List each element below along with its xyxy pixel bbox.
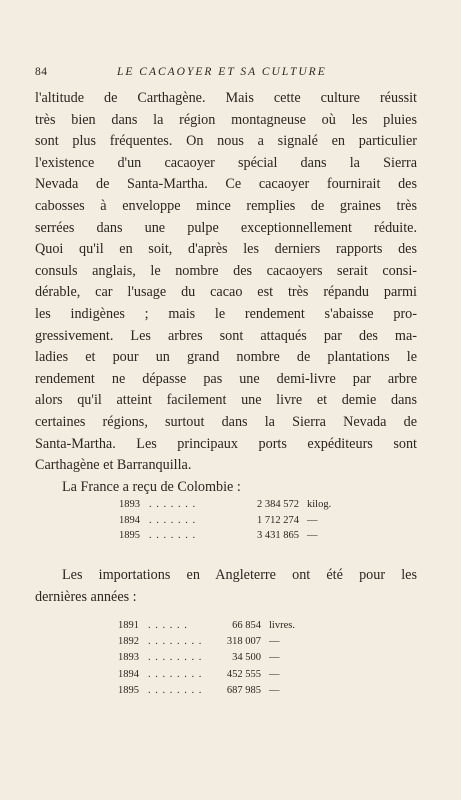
unit-cell: —	[269, 652, 280, 664]
value-cell: 318 007	[226, 636, 261, 648]
text-line: les indigènes ; mais le rendement s'abaisse pro-	[35, 305, 417, 322]
france-imports-table	[119, 497, 349, 544]
text-line: Carthagène et Barranquilla.	[35, 457, 192, 474]
leader-dots: . . . . . . . .	[148, 684, 203, 696]
text-line: l'altitude de Carthagène. Mais cette culture réussit	[35, 90, 417, 106]
paragraph-england	[35, 565, 417, 608]
value-cell: 3 431 865	[257, 530, 299, 541]
leader-dots: . . . . . .	[148, 620, 188, 631]
table-row	[119, 513, 349, 529]
leader-dots: . . . . . . .	[149, 499, 197, 510]
year-cell: 1895	[119, 530, 140, 541]
paragraph-colombia	[35, 88, 417, 498]
year-cell: 1893	[119, 499, 140, 510]
value-cell: 2 384 572	[257, 499, 299, 510]
unit-cell: —	[307, 514, 318, 526]
year-cell: 1895	[118, 684, 139, 696]
running-title: LE CACAOYER ET SA CULTURE	[117, 66, 327, 78]
year-cell: 1894	[119, 514, 140, 526]
text-line: certaines régions, surtout dans la Sierra Nevada de	[35, 413, 417, 430]
text-line: alors qu'il atteint facilement une livre et demie dans	[35, 392, 417, 409]
england-imports-table	[118, 618, 358, 699]
text-line: Quoi qu'il en soit, d'après les derniers rapports des	[35, 241, 417, 258]
text-line: Nevada de Santa-Martha. Ce cacaoyer fournirait des	[35, 176, 417, 193]
table-row	[118, 683, 358, 699]
leader-dots: . . . . . . .	[149, 514, 197, 526]
leader-dots: . . . . . . . .	[148, 636, 203, 648]
leader-dots: . . . . . . .	[149, 530, 197, 541]
leader-dots: . . . . . . . .	[148, 668, 203, 680]
value-cell: 66 854	[232, 620, 261, 631]
text-line: rendement ne dépasse pas une demi-livre par arbre	[35, 370, 417, 387]
text-line: consuls anglais, le nombre des cacaoyers serait consi-	[35, 262, 417, 279]
text-line: ladies et pour un grand nombre de plantations le	[35, 349, 417, 366]
unit-cell: —	[307, 530, 318, 541]
leader-dots: . . . . . . . .	[148, 652, 203, 664]
text-line: serrées dans une pulpe exceptionnellement réduite.	[35, 219, 417, 236]
table-row	[118, 634, 358, 650]
value-cell: 452 555	[226, 668, 261, 680]
page-number: 84	[35, 66, 48, 78]
table-row	[118, 618, 358, 634]
text-line: dérable, car l'usage du cacao est très répandu parmi	[35, 284, 417, 301]
unit-cell: —	[269, 636, 280, 648]
text-line: gressivement. Les arbres sont attaqués par des ma-	[35, 327, 417, 344]
unit-cell: —	[269, 668, 280, 680]
unit-cell: livres.	[269, 620, 295, 631]
table-row	[119, 497, 349, 513]
value-cell: 687 985	[226, 684, 261, 696]
unit-cell: —	[269, 684, 280, 696]
france-intro: La France a reçu de Colombie :	[62, 478, 241, 495]
text-line: dernières années :	[35, 588, 137, 605]
year-cell: 1891	[118, 620, 139, 631]
value-cell: 1 712 274	[257, 514, 299, 526]
text-line: sont plus fréquentes. On nous a signalé en particulier	[35, 133, 417, 150]
text-line: cabosses à enveloppe mince remplies de graines très	[35, 197, 417, 214]
year-cell: 1892	[118, 636, 139, 648]
unit-cell: kilog.	[307, 499, 332, 510]
text-line: Les importations en Angleterre ont été pour les	[62, 567, 417, 583]
text-line: l'existence d'un cacaoyer spécial dans la Sierra	[35, 154, 417, 171]
table-row	[119, 528, 349, 544]
text-line: très bien dans la région montagneuse où les pluies	[35, 111, 417, 128]
year-cell: 1893	[118, 652, 139, 664]
table-row	[118, 650, 358, 666]
text-line: Santa-Martha. Les principaux ports expéditeurs sont	[35, 435, 417, 452]
year-cell: 1894	[118, 668, 139, 680]
table-row	[118, 667, 358, 683]
value-cell: 34 500	[232, 652, 261, 664]
